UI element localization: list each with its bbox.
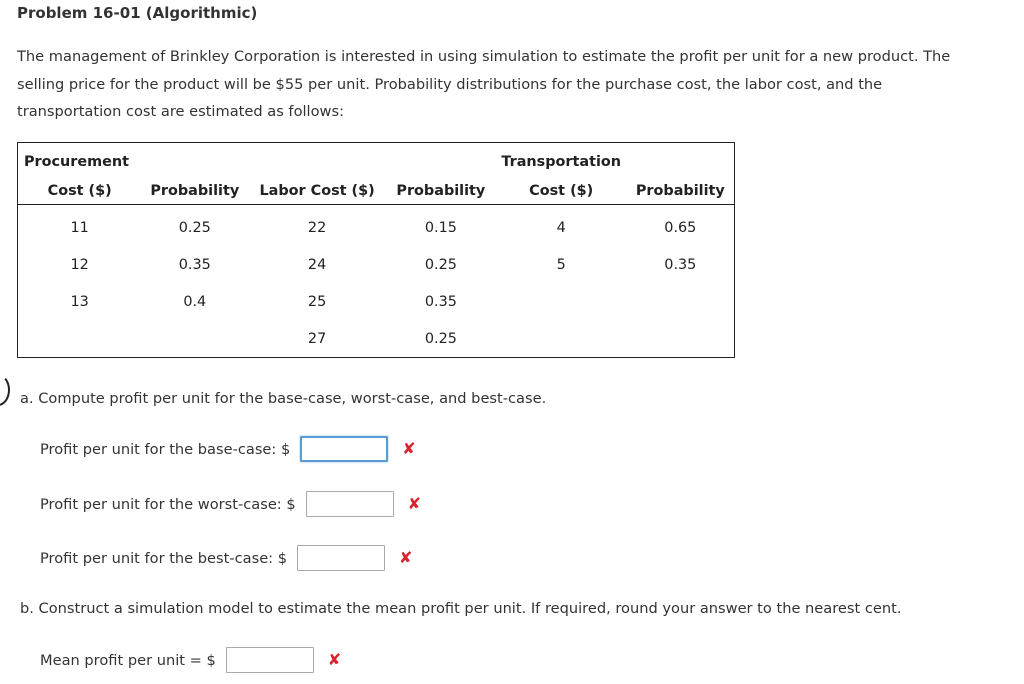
part-b-question: b. Construct a simulation model to estimate the mean profit per unit. If required, round your answer to the nearest cent.: [20, 600, 902, 617]
table-cell: [627, 283, 735, 320]
base-case-row: [40, 436, 416, 462]
partial-circle-marker: [0, 374, 10, 406]
table-cell: 27: [307, 330, 327, 347]
worst-case-row: [40, 491, 421, 517]
base-case-label: Profit per unit for the base-case: $: [40, 440, 291, 458]
incorrect-x-icon: ✘: [402, 439, 416, 458]
intro-line-3: transportation cost are estimated as follows:: [17, 103, 344, 120]
column-header: Labor Cost ($): [248, 177, 386, 205]
column-header: Probability: [141, 177, 248, 205]
table-cell: 0.35: [424, 293, 457, 310]
table-cell: [141, 320, 248, 358]
table-cell: [496, 283, 627, 320]
column-header: Probability: [386, 177, 496, 205]
transportation-header: Transportation: [501, 154, 622, 170]
table-cell: [18, 320, 142, 358]
best-case-label: Profit per unit for the best-case: $: [40, 549, 288, 567]
part-a-question: a. Compute profit per unit for the base-case, worst-case, and best-case.: [20, 390, 547, 407]
table-cell: 0.25: [424, 330, 457, 347]
table-cell: [496, 320, 627, 358]
table-row: [18, 320, 735, 358]
worst-case-input[interactable]: [306, 491, 394, 517]
table-cell: 13: [70, 293, 89, 310]
problem-description: [17, 43, 1017, 126]
table-cell: 4: [556, 219, 566, 236]
table-row: [18, 246, 735, 283]
table-cell: 0.25: [424, 256, 457, 273]
table-cell: 0.25: [178, 219, 211, 236]
incorrect-x-icon: ✘: [407, 494, 422, 513]
incorrect-x-icon: ✘: [399, 548, 413, 567]
table-cell: 12: [70, 256, 89, 273]
mean-profit-input[interactable]: [226, 647, 314, 673]
best-case-input[interactable]: [297, 545, 385, 571]
table-cell: 0.4: [183, 293, 207, 310]
column-header: Cost ($): [496, 177, 627, 205]
table-row: [18, 283, 735, 320]
table-cell: 5: [556, 256, 566, 273]
table-cell: 0.65: [664, 219, 697, 236]
table-cell: 25: [307, 293, 327, 310]
table-cell: 0.15: [424, 219, 457, 236]
intro-line-2: selling price for the product will be $55 per unit. Probability distributions for the purchase cost, the labor cost, and the: [17, 75, 883, 93]
mean-profit-row: [40, 647, 341, 673]
worst-case-label: Profit per unit for the worst-case: $: [40, 495, 296, 513]
probability-distribution-table: [17, 142, 735, 358]
table-cell: 24: [307, 256, 327, 273]
procurement-header: Procurement: [24, 154, 130, 170]
base-case-input[interactable]: [300, 436, 388, 462]
intro-line-1: The management of Brinkley Corporation is interested in using simulation to estimate the profit per unit for a new product. The: [17, 48, 951, 65]
mean-profit-label: Mean profit per unit = $: [40, 651, 216, 669]
table-cell: 0.35: [178, 256, 211, 273]
column-header: Probability: [627, 177, 735, 205]
table-cell: 11: [70, 219, 89, 236]
best-case-row: [40, 545, 412, 571]
column-header: Cost ($): [18, 177, 142, 205]
incorrect-x-icon: ✘: [327, 650, 342, 669]
table-cell: 0.35: [664, 256, 697, 273]
table-cell: 22: [307, 219, 327, 236]
table-row: [18, 205, 735, 247]
table-cell: [627, 320, 735, 358]
problem-title: Problem 16-01 (Algorithmic): [17, 4, 258, 22]
